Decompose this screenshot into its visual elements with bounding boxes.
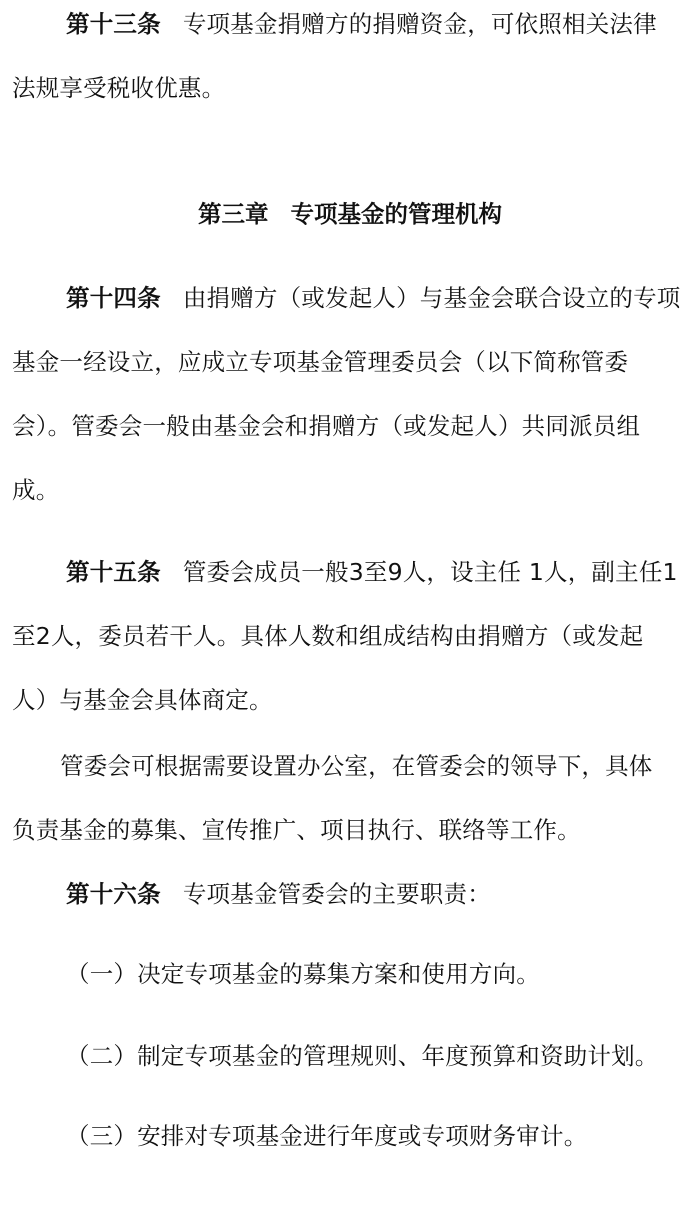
chapter-heading xyxy=(0,198,700,230)
article-13-line-1 xyxy=(66,8,657,40)
article-16-line-1 xyxy=(66,878,491,910)
chapter-number: 第三章 xyxy=(198,200,269,228)
article-13-text-1: 专项基金捐赠方的捐赠资金，可依照相关法律 xyxy=(182,10,657,38)
article-15-para-2-line-2: 负责基金的募集、宣传推广、项目执行、联络等工作。 xyxy=(12,816,581,844)
article-15-line-3: 人）与基金会具体商定。 xyxy=(12,686,273,714)
article-15-para-2-line-1: 管委会可根据需要设置办公室，在管委会的领导下，具体 xyxy=(60,752,653,780)
article-16-label: 第十六条 xyxy=(66,880,161,908)
article-14-label: 第十四条 xyxy=(66,284,161,312)
article-15-line-2: 至2人，委员若干人。具体人数和组成结构由捐赠方（或发起 xyxy=(12,622,644,650)
duty-item-2: （二）制定专项基金的管理规则、年度预算和资助计划。 xyxy=(66,1042,659,1070)
duty-item-3: （三）安排对专项基金进行年度或专项财务审计。 xyxy=(66,1122,588,1150)
article-14-line-1 xyxy=(66,282,681,314)
article-14-line-2: 基金一经设立，应成立专项基金管理委员会（以下简称管委 xyxy=(12,348,629,376)
article-14-text-1: 由捐赠方（或发起人）与基金会联合设立的专项 xyxy=(182,284,681,312)
article-16-text-1: 专项基金管委会的主要职责： xyxy=(182,880,491,908)
article-15-label: 第十五条 xyxy=(66,558,161,586)
article-14-line-3: 会）。管委会一般由基金会和捐赠方（或发起人）共同派员组 xyxy=(12,412,641,440)
duty-item-1: （一）决定专项基金的募集方案和使用方向。 xyxy=(66,960,540,988)
article-15-text-1: 管委会成员一般3至9人，设主任 1人，副主任1 xyxy=(182,558,678,586)
article-15-line-1 xyxy=(66,556,678,588)
article-13-line-2: 法规享受税收优惠。 xyxy=(12,74,226,102)
chapter-title: 专项基金的管理机构 xyxy=(290,200,502,228)
article-13-label: 第十三条 xyxy=(66,10,161,38)
article-14-line-4: 成。 xyxy=(12,476,60,504)
